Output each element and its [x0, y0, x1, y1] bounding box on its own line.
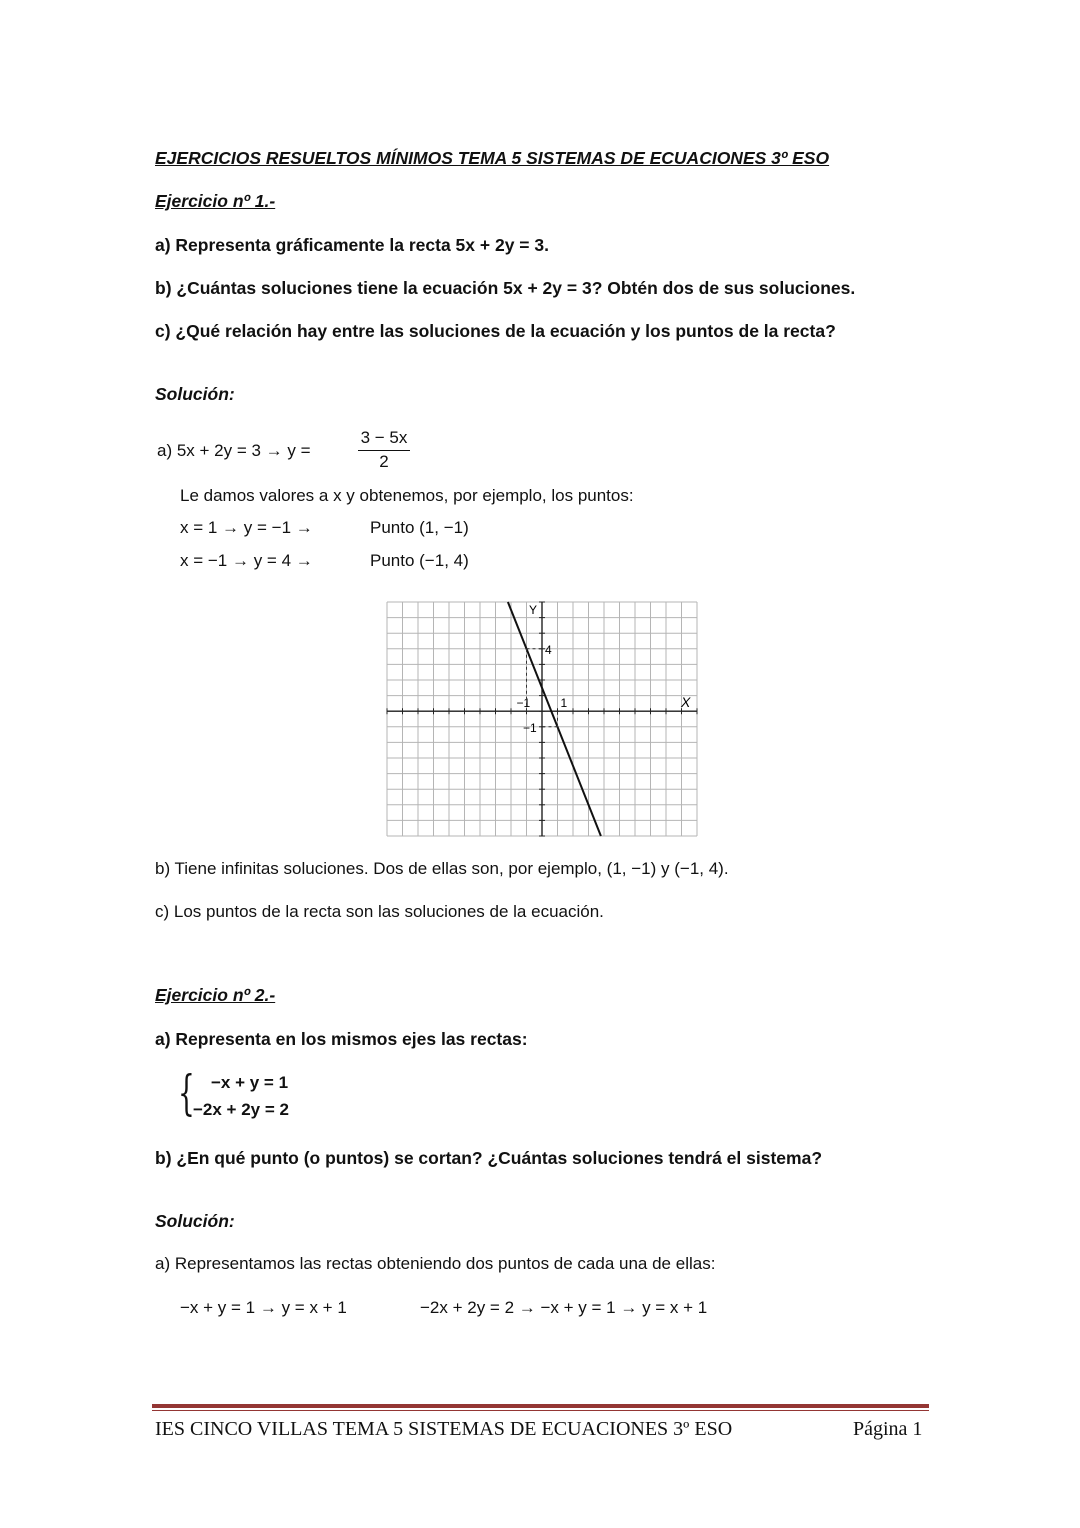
footer-rule-thin: [152, 1410, 929, 1411]
system-equation-1: −x + y = 1: [211, 1073, 289, 1092]
exercise-1-question-a: a) Representa gráficamente la recta 5x + 2y = 3.: [155, 235, 549, 255]
solution-a-equation: a) 5x + 2y = 3 → y =: [157, 441, 311, 460]
exercise-1-question-c: c) ¿Qué relación hay entre las soluciones de la ecuación y los puntos de la recta?: [155, 321, 836, 341]
system-equation-2: −2x + 2y = 2: [193, 1100, 289, 1119]
fraction-numerator: 3 − 5x: [360, 428, 408, 447]
system-brace: {: [178, 1065, 195, 1121]
x-axis-label: X: [681, 694, 691, 711]
y-axis-label: Y: [529, 603, 538, 617]
exercise-2-solution-a: a) Representamos las rectas obteniendo dos puntos de cada una de ellas:: [155, 1254, 716, 1273]
exercise-1-solution-b: b) Tiene infinitas soluciones. Dos de ellas son, por ejemplo, (1, −1) y (−1, 4).: [155, 859, 729, 878]
exercise-1-heading: Ejercicio nº 1.-: [155, 191, 276, 211]
point-row-1-calc: x = 1 → y = −1 →: [180, 518, 313, 537]
exercise-2-heading: Ejercicio nº 2.-: [155, 985, 276, 1005]
plotted-line: [508, 602, 601, 836]
tick-label-neg1-x: −1: [516, 696, 531, 711]
exercise-2-question-b: b) ¿En qué punto (o puntos) se cortan? ¿Cuántas soluciones tendrá el sistema?: [155, 1148, 823, 1168]
tick-label-1-x: 1: [560, 696, 568, 711]
point-row-2-calc: x = −1 → y = 4 →: [180, 551, 313, 570]
solution-a-text: Le damos valores a x y obtenemos, por ejemplo, los puntos:: [180, 486, 634, 505]
exercise-2-question-a: a) Representa en los mismos ejes las rectas:: [155, 1029, 528, 1049]
derivation-2: −2x + 2y = 2 → −x + y = 1 → y = x + 1: [420, 1298, 708, 1317]
tick-label-4: 4: [545, 642, 552, 657]
line-graph: [386, 601, 698, 839]
footer-rule-thick: [152, 1404, 929, 1408]
exercise-2-solution-label: Solución:: [155, 1211, 235, 1231]
document-title: EJERCICIOS RESUELTOS MÍNIMOS TEMA 5 SISTEMAS DE ECUACIONES 3º ESO: [155, 148, 830, 168]
footer-page-number: Página 1: [853, 1418, 923, 1440]
point-row-2-point: Punto (−1, 4): [370, 551, 469, 570]
footer-left-text: IES CINCO VILLAS TEMA 5 SISTEMAS DE ECUACIONES 3º ESO: [155, 1418, 733, 1440]
exercise-1-question-b: b) ¿Cuántas soluciones tiene la ecuación 5x + 2y = 3? Obtén dos de sus soluciones.: [155, 278, 856, 298]
exercise-1-solution-label: Solución:: [155, 384, 235, 404]
exercise-1-solution-c: c) Los puntos de la recta son las soluciones de la ecuación.: [155, 902, 604, 921]
derivation-1: −x + y = 1 → y = x + 1: [180, 1298, 347, 1317]
fraction-denominator: 2: [379, 452, 389, 471]
tick-label-neg1-y: −1: [523, 720, 537, 735]
fraction-bar: [358, 450, 410, 451]
point-row-1-point: Punto (1, −1): [370, 518, 469, 537]
fraction-y: [358, 428, 410, 472]
